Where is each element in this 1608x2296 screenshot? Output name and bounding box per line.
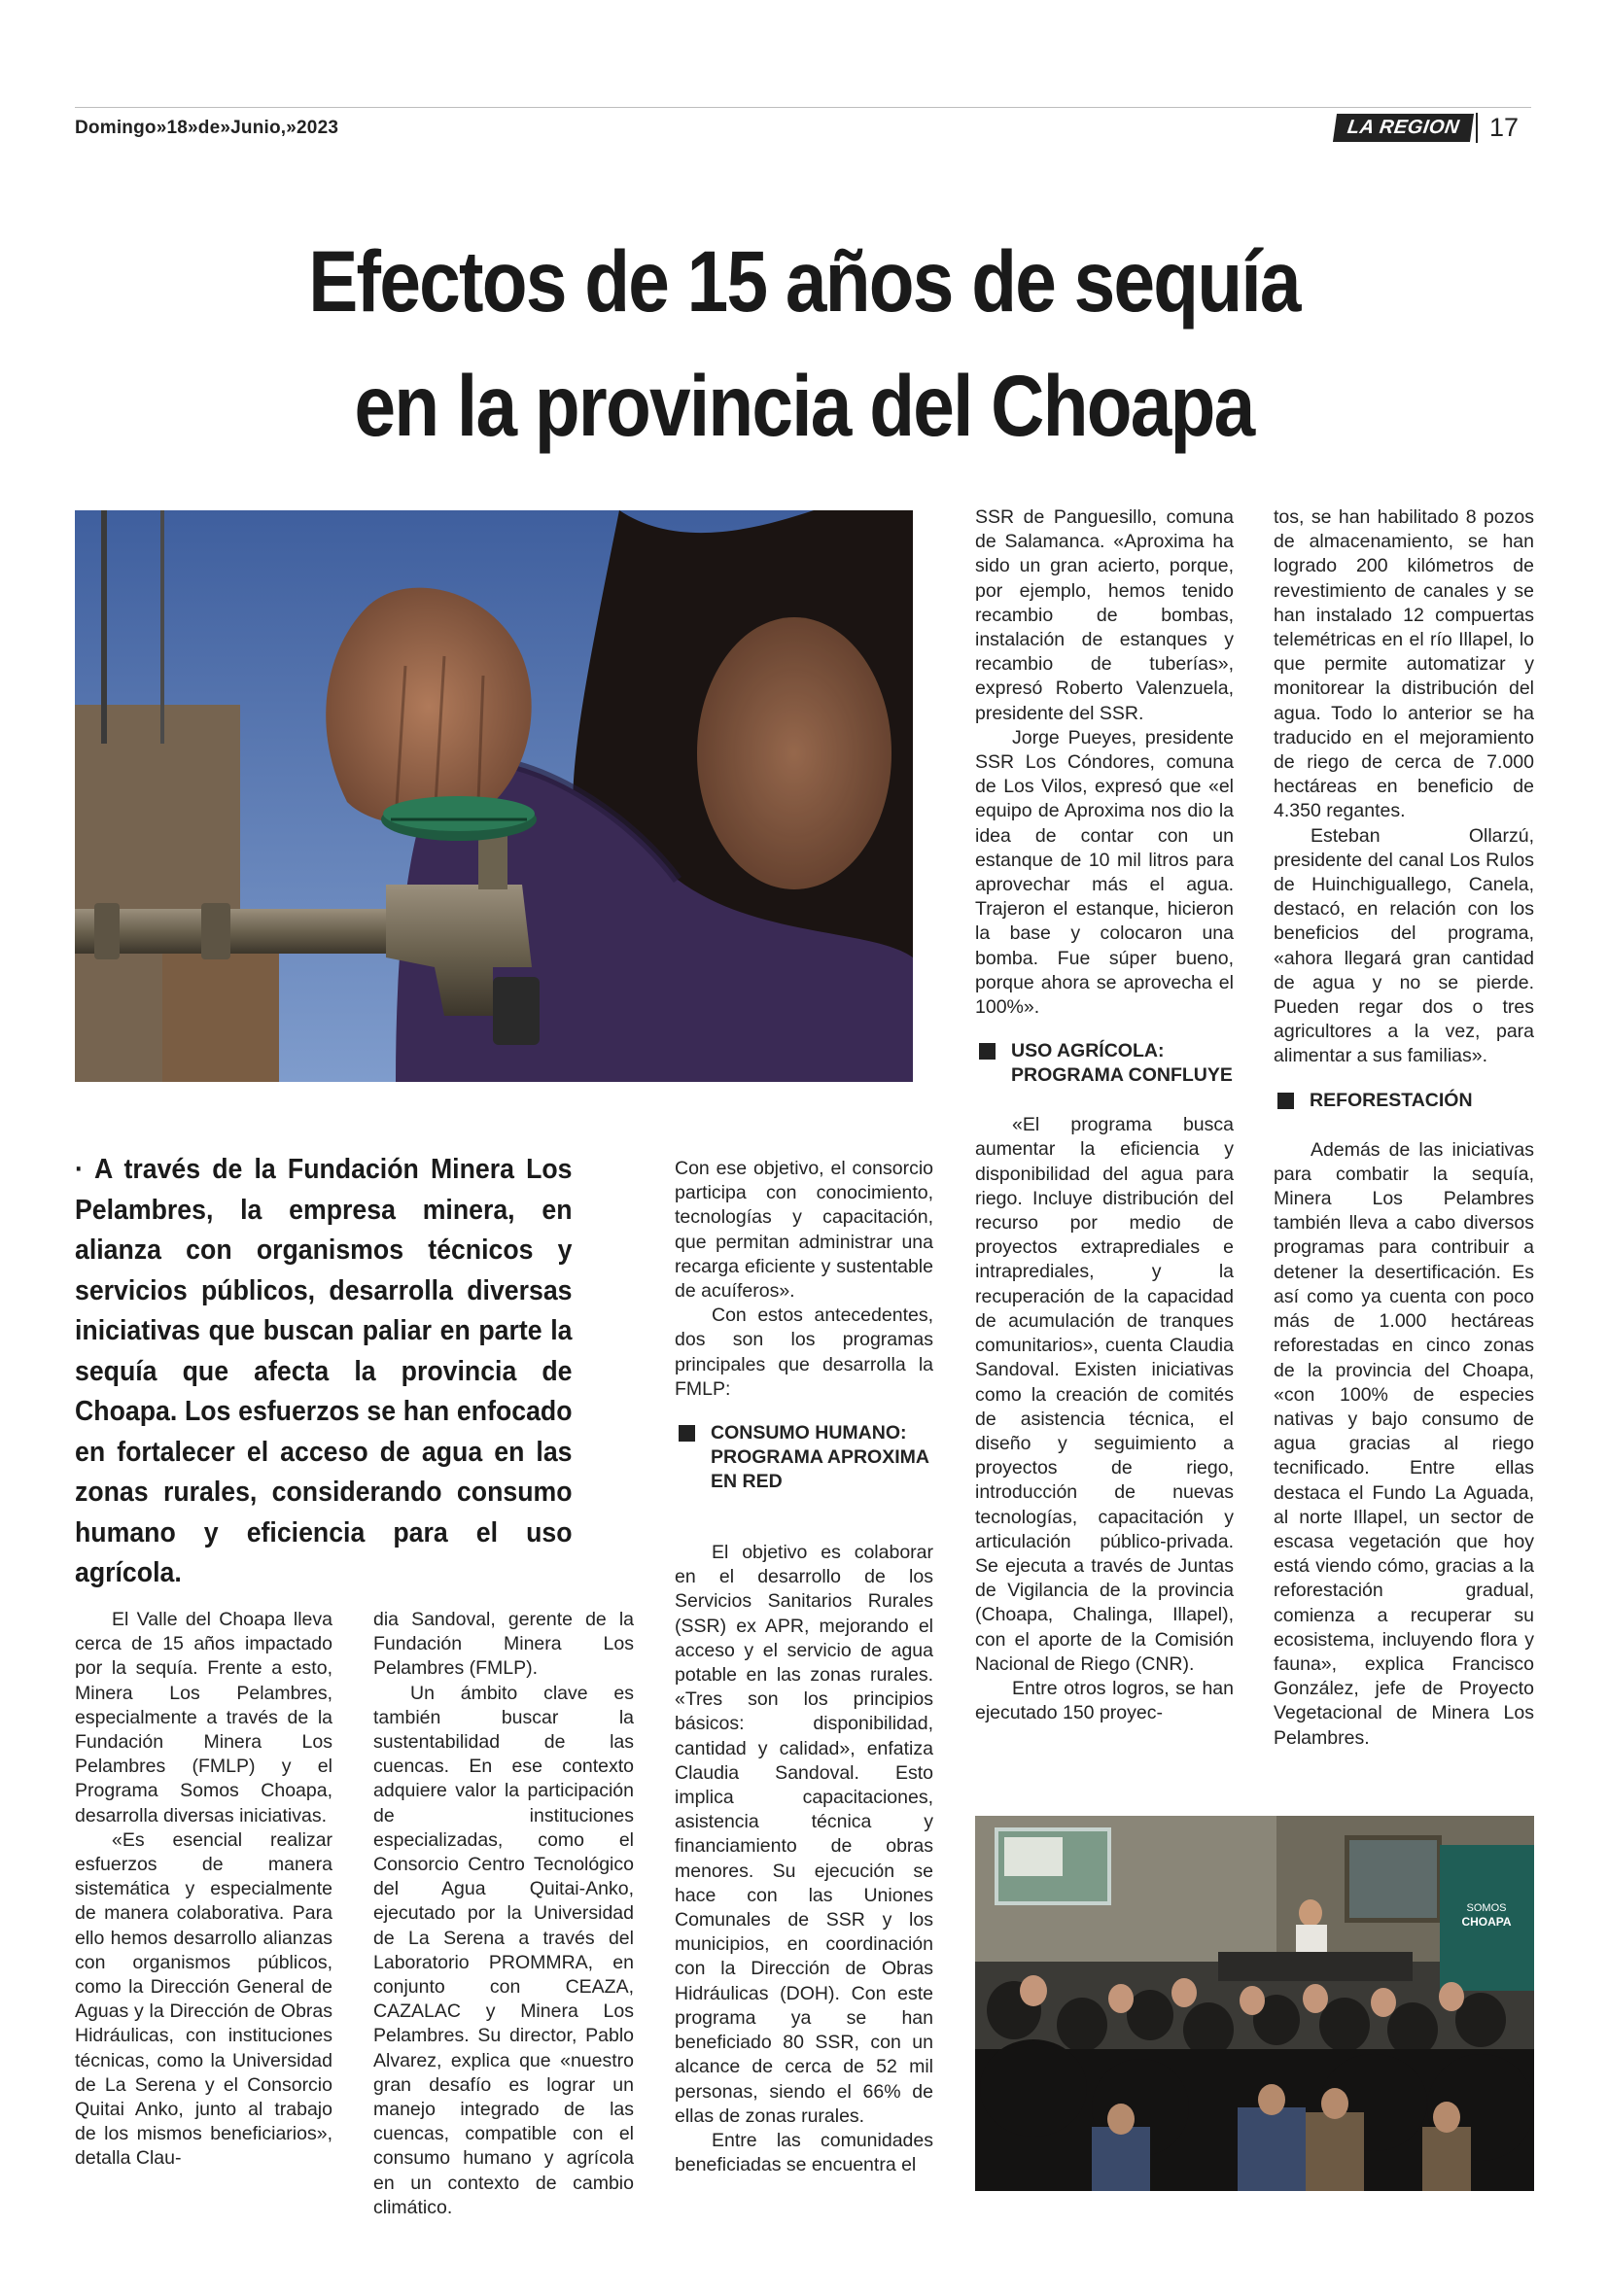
text-column-2 — [373, 1608, 634, 2220]
paragraph: tos, se han habilitado 8 pozos de almacenamiento, se han logrado 200 kilómetros de revestimiento de canales y se han instalado 12 compuertas telemétricas en el río Illapel, lo que permite automatizar y monitorear la distribución del agua. Todo lo anterior se ha traducido en el mejoramiento de riego de cerca de 7.000 hectáreas en beneficio de 4.350 regantes. — [1274, 506, 1534, 822]
subhead-consumo-humano — [675, 1421, 933, 1494]
square-bullet-icon — [1277, 1093, 1294, 1109]
text-column-5 — [1274, 505, 1534, 1751]
paragraph: El Valle del Choapa lleva cerca de 15 años impactado por la sequía. Frente a esto, Minera Los Pelambres, especialmente a través de la Fundación Minera Los Pelambres (FMLP) y el Programa Somos Choapa, desarrolla diversas iniciativas. — [75, 1609, 332, 1826]
subhead-uso-agricola — [975, 1039, 1234, 1088]
subhead-text: CONSUMO HUMANO: PROGRAMA APROXIMA EN RED — [711, 1422, 929, 1493]
paragraph: Con estos antecedentes, dos son los programas principales que desarrolla la FMLP: — [675, 1305, 933, 1400]
paragraph: Con ese objetivo, el consorcio participa con conocimiento, tecnologías y capacitación, que permitan administrar una recarga eficiente y sustentable de acuíferos». — [675, 1158, 933, 1303]
headline-line-2: en la provincia del Choapa — [354, 357, 1254, 454]
lead-text: · A través de la Fundación Minera Los Pelambres, la empresa minera, en alianza con organismos técnicos y servicios públicos, desarrolla diversas iniciativas que buscan paliar en parte la sequía que afecta la provincia de Choapa. Los esfuerzos se han enfocado en fortalecer el acceso de agua en las zonas rurales, considerando consumo humano y eficiencia para el uso agrícola. — [75, 1154, 573, 1588]
article-lead — [75, 1150, 573, 1594]
square-bullet-icon — [979, 1043, 996, 1060]
faucet-photo — [75, 510, 913, 1082]
issue-date: Domingo»18»de»Junio,»2023 — [75, 118, 339, 138]
page-number: 17 — [1476, 113, 1530, 143]
paragraph: «Es esencial realizar esfuerzos de manera sistemática y especialmente de manera colaborativa. Para ello hemos desarrollo alianzas con organismos públicos, como la Dirección General de Aguas y la Dirección de Obras Hidráulicas, con instituciones técnicas, como la Universidad de La Serena y el Consorcio Quitai Anko, junto al trabajo de los mismos beneficiarios», detalla Clau- — [75, 1828, 332, 2170]
newspaper-logo: LA REGION — [1333, 114, 1474, 142]
square-bullet-icon — [679, 1425, 695, 1442]
text-column-3 — [675, 1157, 933, 2177]
banner-text-2: CHOAPA — [1461, 1915, 1512, 1929]
paragraph: El objetivo es colaborar en el desarrollo de los Servicios Sanitarios Rurales (SSR) ex APR, mejorando el acceso y el servicio de agua potable en las zonas rurales. «Tres son los principios básicos: disponibilidad, cantidad y calidad», enfatiza Claudia Sandoval. Esto implica capacitaciones, asistencia técnica y financiamiento de obras menores. Su ejecución se hace con las Uniones Comunales de SSR y los municipios, en coordinación con la Dirección de Obras Hidráulicas (DOH). Con este programa ya se han beneficiado 80 SSR, con un alcance de cerca de 52 mil personas, siendo el 66% de ellas de zonas rurales. — [675, 1542, 933, 2127]
paragraph: Entre las comunidades beneficiadas se encuentra el — [675, 2129, 933, 2176]
subhead-text: USO AGRÍCOLA: PROGRAMA CONFLUYE — [1011, 1040, 1233, 1087]
subhead-text: REFORESTACIÓN — [1310, 1089, 1473, 1111]
paragraph: «El programa busca aumentar la eficiencia y disponibilidad del agua para riego. Incluye distribución del recurso por medio de proyectos extraprediales e intraprediales, y la recuperación de la capacidad de acumulación de tranques comunitarios», cuenta Claudia Sandoval. Existen iniciativas como la creación de comités de asistencia técnica, el diseño y seguimiento a proyectos de riego, introducción de nuevas tecnologías, capacitación y articulación público-privada. Se ejecuta a través de Juntas de Vigilancia de la provincia (Choapa, Chalinga, Illapel), con el aporte de la Comisión Nacional de Riego (CNR). — [975, 1114, 1234, 1675]
banner-text-1: SOMOS — [1466, 1902, 1507, 1914]
paragraph: Jorge Pueyes, presidente SSR Los Cóndores, comuna de Los Vilos, expresó que «el equipo de Aproxima nos dio la idea de contar con un estanque de 10 mil litros para aprovechar más el agua. Trajeron el estanque, hicieron la base y colocaron una bomba. Fue súper bueno, porque ahora se aprovecha el 100%». — [975, 726, 1234, 1019]
text-column-1 — [75, 1608, 332, 2172]
text-column-4 — [975, 505, 1234, 1725]
paragraph: dia Sandoval, gerente de la Fundación Minera Los Pelambres (FMLP). — [373, 1609, 634, 1680]
paragraph: Entre otros logros, se han ejecutado 150 proyec- — [975, 1677, 1234, 1724]
meeting-illustration — [975, 1816, 1534, 2191]
paragraph: Un ámbito clave es también buscar la sustentabilidad de las cuencas. En ese contexto adquiere valor la participación de instituciones especializadas, como el Consorcio Centro Tecnológico del Agua Quitai-Anko, ejecutado por la Universidad de La Serena a través del Laboratorio PROMMRA, en conjunto con CEAZA, CAZALAC y Minera Los Pelambres. Su director, Pablo Alvarez, explica que «nuestro gran desafío es lograr un manejo integrado de las cuencas, compatible con el consumo humano y agrícola en un contexto de cambio climático. — [373, 1682, 634, 2218]
paragraph: Esteban Ollarzú, presidente del canal Los Rulos de Huinchiguallego, Canela, destacó, en relación con los beneficios del programa, «ahora llegará gran cantidad de agua y no se pierde. Pueden regar dos o tres agricultores a la vez, para alimentar a sus familias». — [1274, 824, 1534, 1067]
faucet-illustration — [75, 510, 913, 1082]
meeting-photo — [975, 1816, 1534, 2191]
paragraph: SSR de Panguesillo, comuna de Salamanca. «Aproxima ha sido un gran acierto, porque, por ejemplo, hemos tenido recambio de bombas, instalación de estanques y recambio de tuberías», expresó Roberto Valenzuela, presidente del SSR. — [975, 506, 1234, 724]
subhead-reforestacion — [1274, 1089, 1534, 1113]
header-rule — [75, 107, 1531, 108]
article-headline — [238, 219, 1370, 468]
paragraph: Además de las iniciativas para combatir la sequía, Minera Los Pelambres también lleva a cabo diversos programas para contribuir a detener la desertificación. Es así como ya cuenta con poco más de 1.000 hectáreas reforestadas en cinco zonas de la provincia del Choapa, «con 100% de especies nativas y bajo consumo de agua gracias al riego tecnificado. Entre ellas destaca el Fundo La Aguada, al norte Illapel, un sector de escasa vegetación que hoy está viendo cómo, gracias a la reforestación gradual, comienza a recuperar su ecosistema, incluyendo flora y fauna», explica Francisco González, jefe de Proyecto Vegetacional de Minera Los Pelambres. — [1274, 1138, 1534, 1749]
headline-line-1: Efectos de 15 años de sequía — [308, 232, 1300, 330]
